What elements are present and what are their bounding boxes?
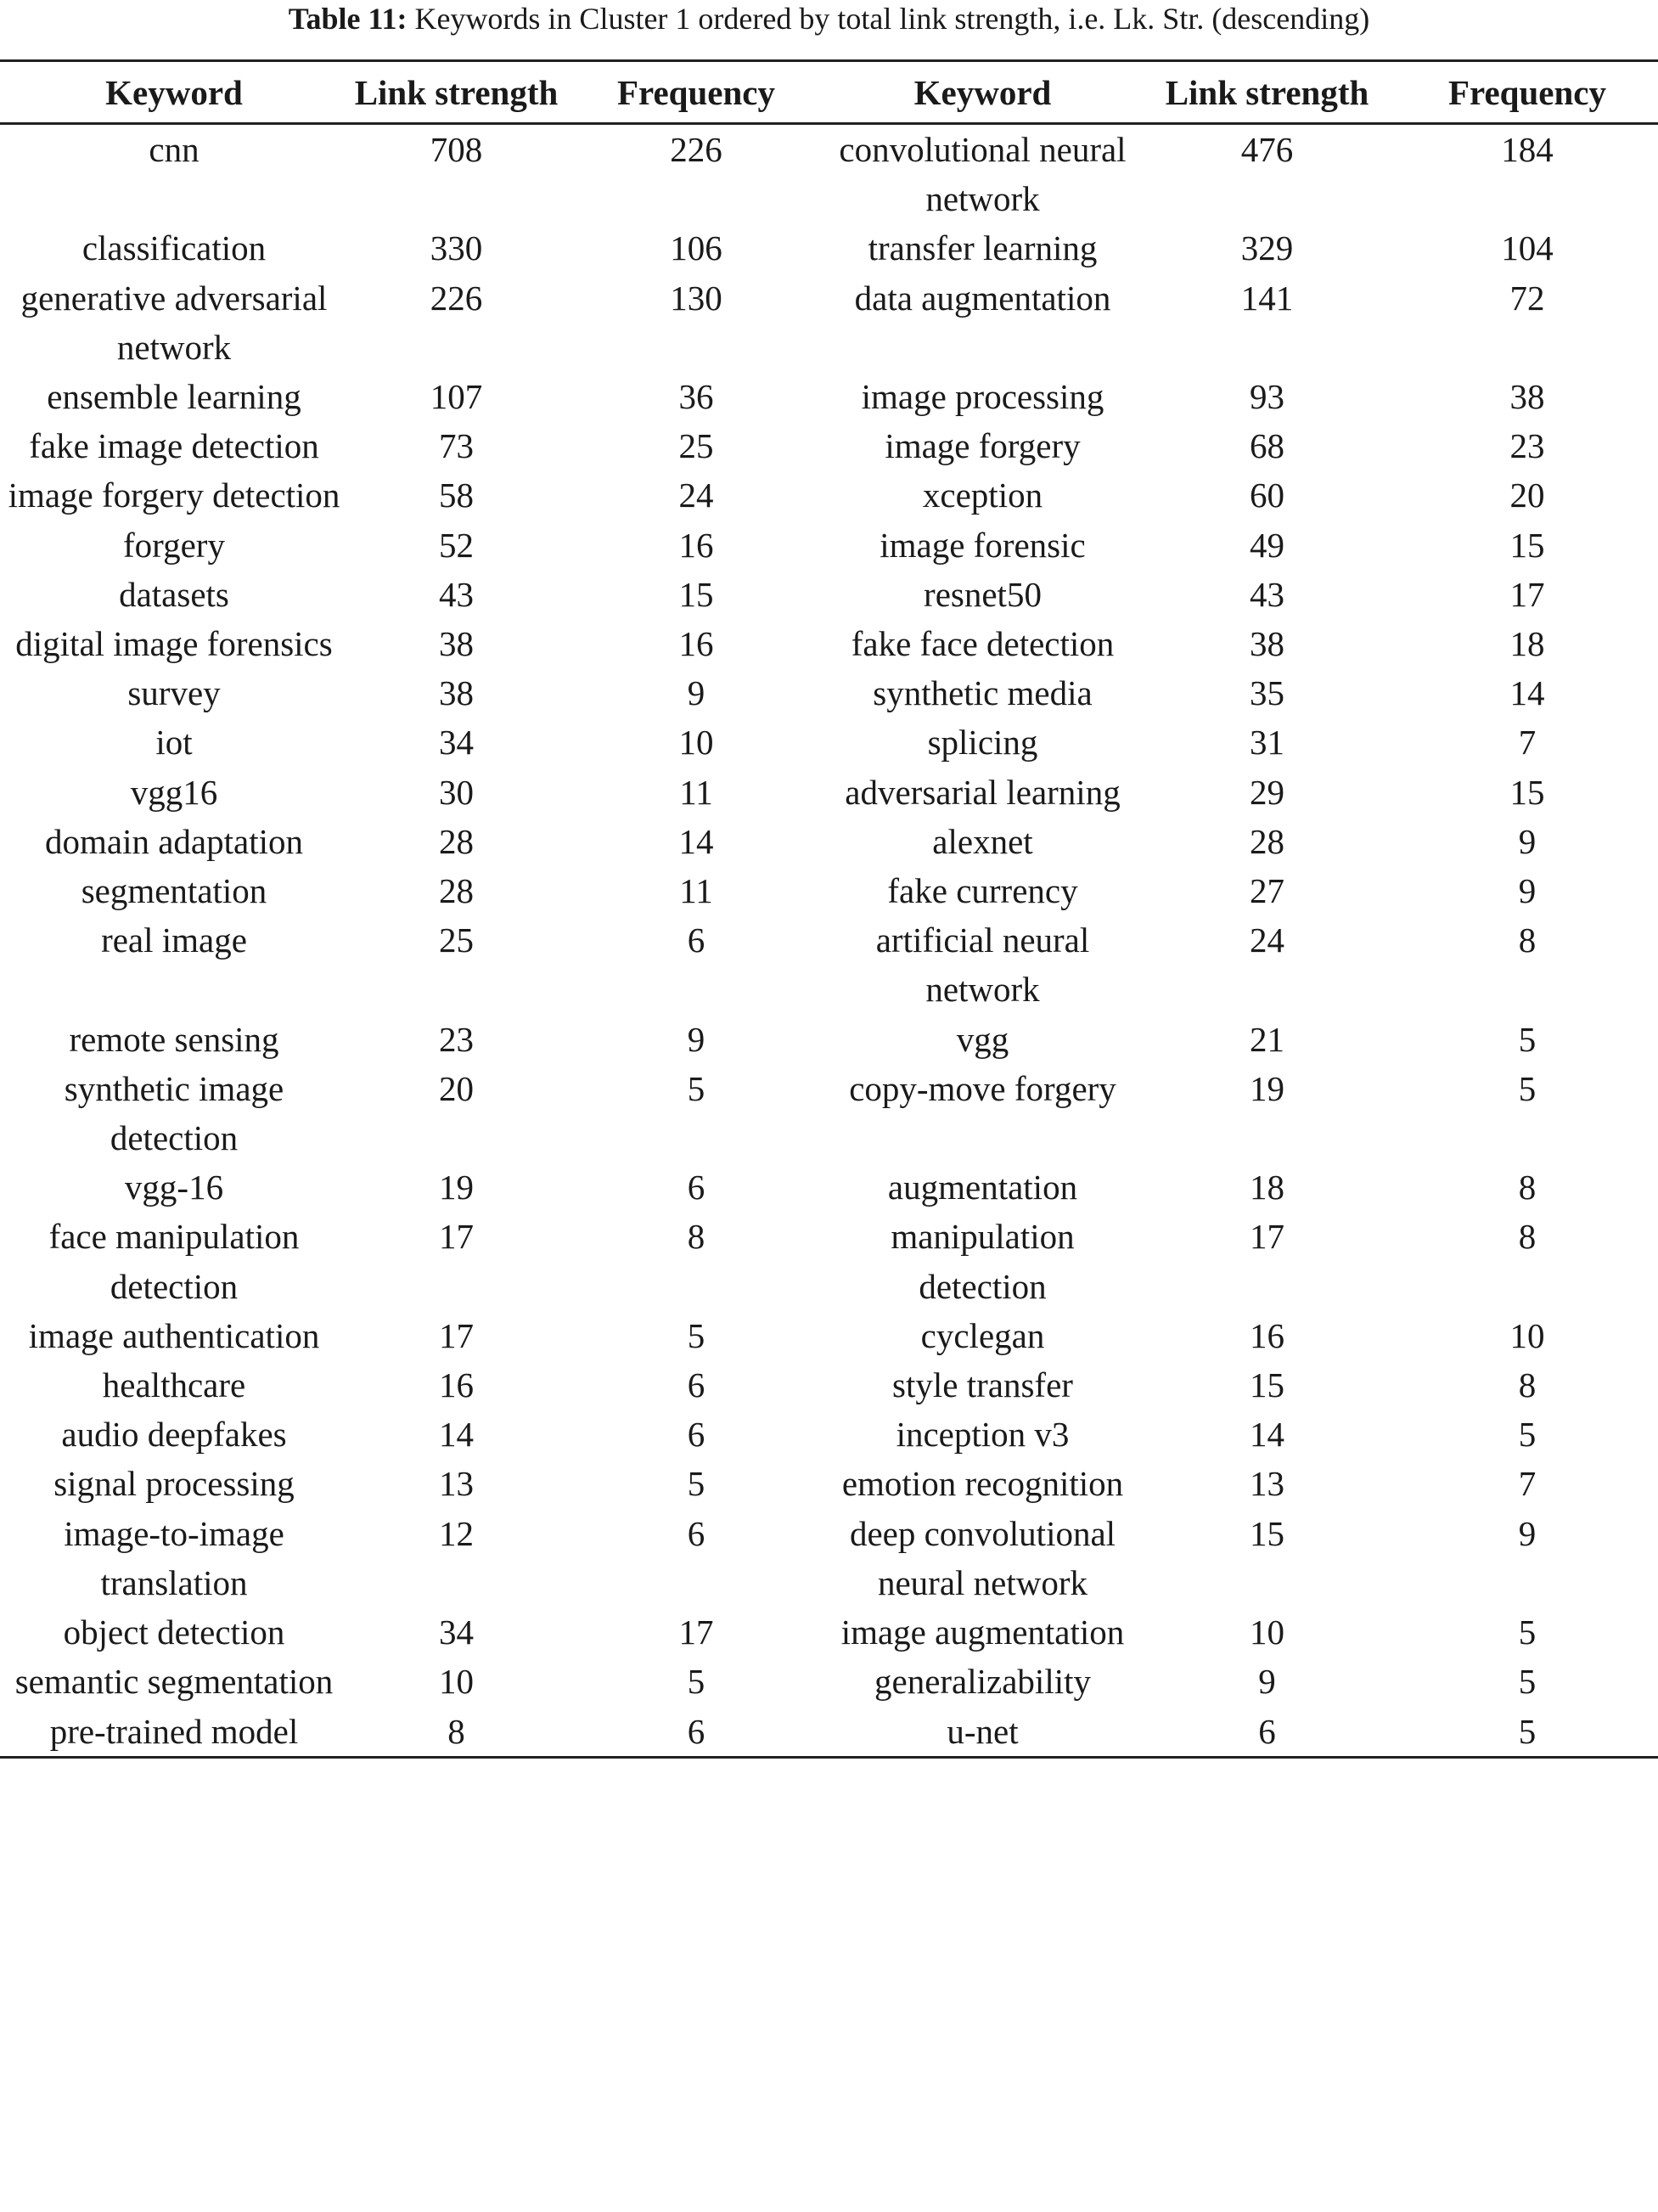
table-row bbox=[0, 866, 1658, 915]
cell-frequency-left: 16 bbox=[678, 525, 714, 565]
cell-keyword-right: convolutional neural network bbox=[839, 130, 1127, 219]
cell-link-strength-left: 708 bbox=[430, 130, 483, 169]
table-row bbox=[0, 1212, 1658, 1310]
cell-keyword-right: splicing bbox=[927, 723, 1038, 763]
cell-frequency-left: 6 bbox=[687, 920, 705, 960]
table-row bbox=[0, 1311, 1658, 1360]
cell-link-strength-right: 24 bbox=[1250, 920, 1284, 960]
header-link-strength-left: Link strength bbox=[348, 61, 565, 124]
cell-link-strength-right: 21 bbox=[1250, 1019, 1284, 1059]
cell-frequency-left: 15 bbox=[678, 574, 714, 614]
cell-frequency-right: 8 bbox=[1518, 1168, 1537, 1207]
table-caption-text: Keywords in Cluster 1 ordered by total link strength, i.e. Lk. Str. (descending) bbox=[407, 2, 1370, 36]
cell-keyword-right: deep convolutional neural network bbox=[849, 1513, 1116, 1602]
cell-frequency-left: 106 bbox=[670, 228, 722, 268]
cell-keyword-right: adversarial learning bbox=[845, 772, 1121, 812]
cell-keyword-left: fake image detection bbox=[29, 426, 319, 466]
cell-frequency-right: 9 bbox=[1518, 871, 1537, 911]
cell-keyword-left: real image bbox=[101, 920, 247, 960]
header-frequency-right: Frequency bbox=[1397, 61, 1658, 124]
cell-frequency-right: 5 bbox=[1397, 1707, 1658, 1758]
cell-keyword-left: survey bbox=[127, 673, 221, 713]
cell-frequency-left: 36 bbox=[678, 377, 714, 417]
cell-link-strength-right: 9 bbox=[1258, 1662, 1276, 1702]
cell-link-strength-left: 20 bbox=[439, 1068, 474, 1108]
cell-keyword-right: cyclegan bbox=[920, 1315, 1045, 1355]
cell-keyword-right: resnet50 bbox=[924, 574, 1042, 614]
cell-link-strength-right: 15 bbox=[1250, 1513, 1284, 1553]
cell-link-strength-left: 19 bbox=[439, 1168, 474, 1207]
cell-frequency-left: 10 bbox=[678, 723, 714, 763]
table-row bbox=[0, 124, 1658, 224]
cell-frequency-right: 5 bbox=[1518, 1415, 1537, 1455]
cell-frequency-right: 8 bbox=[1518, 1365, 1537, 1405]
cell-keyword-left: image authentication bbox=[28, 1315, 320, 1355]
table-row bbox=[0, 372, 1658, 421]
header-keyword-left: Keyword bbox=[0, 61, 348, 124]
keywords-table bbox=[0, 59, 1658, 1759]
table-row bbox=[0, 915, 1658, 1014]
table-row bbox=[0, 1162, 1658, 1212]
cell-frequency-left: 6 bbox=[687, 1365, 705, 1405]
cell-keyword-left: image-to-image translation bbox=[64, 1513, 284, 1602]
cell-link-strength-left: 43 bbox=[439, 574, 474, 614]
cell-frequency-right: 23 bbox=[1509, 426, 1545, 466]
cell-link-strength-right: 19 bbox=[1250, 1068, 1284, 1108]
cell-keyword-left: vgg-16 bbox=[124, 1168, 224, 1207]
header-frequency-left: Frequency bbox=[565, 61, 828, 124]
table-row bbox=[0, 470, 1658, 520]
cell-keyword-left: signal processing bbox=[53, 1464, 295, 1504]
cell-keyword-right: emotion recognition bbox=[841, 1464, 1124, 1504]
cell-keyword-left: face manipulation detection bbox=[48, 1217, 300, 1306]
cell-frequency-left: 6 bbox=[687, 1513, 705, 1553]
cell-link-strength-right: 93 bbox=[1250, 377, 1284, 417]
cell-keyword-right: manipulation detection bbox=[891, 1217, 1075, 1306]
cell-link-strength-right: 329 bbox=[1240, 228, 1294, 268]
cell-keyword-right: u-net bbox=[828, 1707, 1138, 1758]
cell-keyword-left: digital image forensics bbox=[15, 624, 333, 664]
cell-frequency-right: 5 bbox=[1518, 1662, 1537, 1702]
cell-link-strength-left: 30 bbox=[439, 772, 474, 812]
cell-keyword-right: style transfer bbox=[892, 1365, 1073, 1405]
table-row bbox=[0, 1360, 1658, 1410]
cell-frequency-left: 6 bbox=[565, 1707, 828, 1758]
cell-frequency-left: 17 bbox=[678, 1613, 714, 1652]
cell-keyword-left: ensemble learning bbox=[47, 377, 301, 417]
cell-link-strength-right: 476 bbox=[1240, 130, 1294, 169]
cell-keyword-left: generative adversarial network bbox=[20, 278, 328, 367]
cell-frequency-right: 15 bbox=[1509, 525, 1545, 565]
cell-link-strength-right: 31 bbox=[1250, 723, 1284, 763]
cell-frequency-right: 10 bbox=[1509, 1315, 1545, 1355]
cell-frequency-left: 9 bbox=[687, 1019, 705, 1059]
cell-frequency-left: 16 bbox=[678, 624, 714, 664]
cell-frequency-right: 5 bbox=[1518, 1019, 1537, 1059]
header-keyword-right: Keyword bbox=[828, 61, 1138, 124]
cell-keyword-left: image forgery detection bbox=[8, 476, 340, 515]
cell-keyword-right: copy-move forgery bbox=[849, 1068, 1116, 1108]
cell-link-strength-right: 10 bbox=[1250, 1613, 1284, 1652]
cell-link-strength-right: 35 bbox=[1250, 673, 1284, 713]
cell-link-strength-left: 13 bbox=[439, 1464, 474, 1504]
cell-frequency-right: 104 bbox=[1501, 228, 1554, 268]
cell-frequency-right: 20 bbox=[1509, 476, 1545, 515]
cell-frequency-left: 226 bbox=[670, 130, 722, 169]
cell-frequency-left: 6 bbox=[687, 1168, 705, 1207]
cell-keyword-left: semantic segmentation bbox=[14, 1662, 334, 1702]
cell-link-strength-left: 34 bbox=[439, 1613, 474, 1652]
cell-link-strength-left: 28 bbox=[439, 821, 474, 861]
cell-keyword-right: alexnet bbox=[932, 821, 1033, 861]
table-row bbox=[0, 1607, 1658, 1657]
table-row bbox=[0, 1509, 1658, 1607]
cell-link-strength-left: 107 bbox=[430, 377, 483, 417]
cell-keyword-left: datasets bbox=[119, 574, 229, 614]
cell-frequency-left: 5 bbox=[687, 1464, 705, 1504]
table-row bbox=[0, 1410, 1658, 1459]
cell-keyword-left: classification bbox=[81, 228, 267, 268]
cell-frequency-right: 7 bbox=[1518, 1464, 1537, 1504]
table-header-row bbox=[0, 61, 1658, 124]
cell-keyword-right: synthetic media bbox=[873, 673, 1093, 713]
table-row bbox=[0, 817, 1658, 866]
cell-link-strength-right: 15 bbox=[1250, 1365, 1284, 1405]
table-row bbox=[0, 1015, 1658, 1064]
cell-keyword-left: vgg16 bbox=[130, 772, 218, 812]
cell-link-strength-right: 60 bbox=[1250, 476, 1284, 515]
cell-link-strength-left: 58 bbox=[439, 476, 474, 515]
cell-keyword-right: image forensic bbox=[880, 525, 1086, 565]
cell-keyword-right: inception v3 bbox=[896, 1415, 1070, 1455]
cell-link-strength-left: 38 bbox=[439, 673, 474, 713]
cell-link-strength-right: 18 bbox=[1250, 1168, 1284, 1207]
table-row bbox=[0, 1707, 1658, 1758]
table-caption-label: Table 11: bbox=[288, 2, 407, 36]
cell-link-strength-right: 29 bbox=[1250, 772, 1284, 812]
cell-frequency-left: 130 bbox=[670, 278, 722, 318]
table-row bbox=[0, 718, 1658, 767]
cell-keyword-left: object detection bbox=[63, 1613, 285, 1652]
table-body bbox=[0, 124, 1658, 1758]
cell-keyword-left: cnn bbox=[149, 130, 200, 169]
cell-keyword-left: iot bbox=[155, 723, 193, 763]
cell-keyword-right: data augmentation bbox=[854, 278, 1111, 318]
cell-frequency-right: 8 bbox=[1518, 920, 1537, 960]
cell-link-strength-left: 14 bbox=[439, 1415, 474, 1455]
cell-frequency-right: 14 bbox=[1509, 673, 1545, 713]
cell-frequency-right: 184 bbox=[1501, 130, 1554, 169]
cell-link-strength-right: 27 bbox=[1250, 871, 1284, 911]
cell-frequency-right: 5 bbox=[1518, 1613, 1537, 1652]
cell-frequency-right: 17 bbox=[1509, 574, 1545, 614]
cell-frequency-left: 25 bbox=[678, 426, 714, 466]
cell-keyword-right: image forgery bbox=[885, 426, 1081, 466]
table-row bbox=[0, 273, 1658, 372]
cell-keyword-left: pre-trained model bbox=[0, 1707, 348, 1758]
cell-frequency-right: 8 bbox=[1518, 1217, 1537, 1257]
cell-link-strength-right: 141 bbox=[1240, 278, 1294, 318]
cell-frequency-left: 6 bbox=[687, 1415, 705, 1455]
cell-link-strength-right: 6 bbox=[1138, 1707, 1397, 1758]
cell-keyword-left: synthetic image detection bbox=[64, 1068, 284, 1158]
cell-frequency-right: 7 bbox=[1518, 723, 1537, 763]
cell-frequency-left: 5 bbox=[687, 1068, 705, 1108]
cell-link-strength-right: 43 bbox=[1250, 574, 1284, 614]
table-row bbox=[0, 1657, 1658, 1706]
cell-frequency-left: 8 bbox=[687, 1217, 705, 1257]
cell-frequency-right: 72 bbox=[1509, 278, 1545, 318]
cell-keyword-left: healthcare bbox=[102, 1365, 246, 1405]
cell-keyword-right: xception bbox=[922, 476, 1043, 515]
cell-link-strength-left: 8 bbox=[348, 1707, 565, 1758]
cell-link-strength-left: 38 bbox=[439, 624, 474, 664]
cell-link-strength-right: 28 bbox=[1250, 821, 1284, 861]
cell-keyword-right: fake currency bbox=[887, 871, 1078, 911]
cell-frequency-left: 24 bbox=[678, 476, 714, 515]
cell-frequency-right: 9 bbox=[1518, 1513, 1537, 1553]
table-row bbox=[0, 521, 1658, 570]
cell-link-strength-right: 17 bbox=[1250, 1217, 1284, 1257]
cell-keyword-right: artificial neural network bbox=[875, 920, 1090, 1010]
table-row bbox=[0, 668, 1658, 718]
table-row bbox=[0, 768, 1658, 817]
cell-keyword-right: vgg bbox=[956, 1019, 1009, 1059]
cell-frequency-left: 9 bbox=[687, 673, 705, 713]
cell-link-strength-left: 226 bbox=[430, 278, 483, 318]
cell-frequency-right: 5 bbox=[1518, 1068, 1537, 1108]
cell-link-strength-right: 13 bbox=[1250, 1464, 1284, 1504]
table-row bbox=[0, 619, 1658, 668]
cell-link-strength-left: 330 bbox=[430, 228, 483, 268]
cell-link-strength-right: 38 bbox=[1250, 624, 1284, 664]
cell-keyword-left: remote sensing bbox=[69, 1019, 279, 1059]
table-row bbox=[0, 1459, 1658, 1508]
cell-link-strength-right: 16 bbox=[1250, 1315, 1284, 1355]
cell-link-strength-left: 12 bbox=[439, 1513, 474, 1553]
cell-frequency-right: 15 bbox=[1509, 772, 1545, 812]
cell-frequency-right: 18 bbox=[1509, 624, 1545, 664]
cell-keyword-right: image processing bbox=[861, 377, 1104, 417]
cell-keyword-left: domain adaptation bbox=[45, 821, 303, 861]
cell-link-strength-left: 10 bbox=[439, 1662, 474, 1702]
cell-link-strength-left: 28 bbox=[439, 871, 474, 911]
cell-frequency-left: 5 bbox=[687, 1662, 705, 1702]
table-row bbox=[0, 223, 1658, 273]
cell-link-strength-right: 14 bbox=[1250, 1415, 1284, 1455]
cell-keyword-right: augmentation bbox=[887, 1168, 1078, 1207]
cell-frequency-right: 38 bbox=[1509, 377, 1545, 417]
cell-link-strength-left: 16 bbox=[439, 1365, 474, 1405]
cell-link-strength-left: 17 bbox=[439, 1217, 474, 1257]
table-caption bbox=[0, 0, 1658, 37]
cell-link-strength-right: 49 bbox=[1250, 525, 1284, 565]
cell-keyword-right: image augmentation bbox=[840, 1613, 1125, 1652]
cell-link-strength-left: 52 bbox=[439, 525, 474, 565]
cell-frequency-left: 14 bbox=[678, 821, 714, 861]
cell-keyword-left: segmentation bbox=[81, 871, 267, 911]
table-row bbox=[0, 421, 1658, 470]
cell-keyword-right: generalizability bbox=[874, 1662, 1091, 1702]
cell-link-strength-left: 17 bbox=[439, 1315, 474, 1355]
cell-frequency-left: 5 bbox=[687, 1315, 705, 1355]
cell-frequency-right: 9 bbox=[1518, 821, 1537, 861]
cell-frequency-left: 11 bbox=[679, 772, 713, 812]
cell-link-strength-left: 34 bbox=[439, 723, 474, 763]
cell-keyword-right: fake face detection bbox=[851, 624, 1115, 664]
cell-link-strength-left: 25 bbox=[439, 920, 474, 960]
cell-keyword-right: transfer learning bbox=[868, 228, 1098, 268]
cell-frequency-left: 11 bbox=[679, 871, 713, 911]
table-row bbox=[0, 1064, 1658, 1162]
cell-keyword-left: forgery bbox=[123, 525, 225, 565]
header-link-strength-right: Link strength bbox=[1138, 61, 1397, 124]
cell-link-strength-left: 23 bbox=[439, 1019, 474, 1059]
table-row bbox=[0, 570, 1658, 619]
cell-keyword-left: audio deepfakes bbox=[61, 1415, 287, 1455]
cell-link-strength-left: 73 bbox=[439, 426, 474, 466]
cell-link-strength-right: 68 bbox=[1250, 426, 1284, 466]
